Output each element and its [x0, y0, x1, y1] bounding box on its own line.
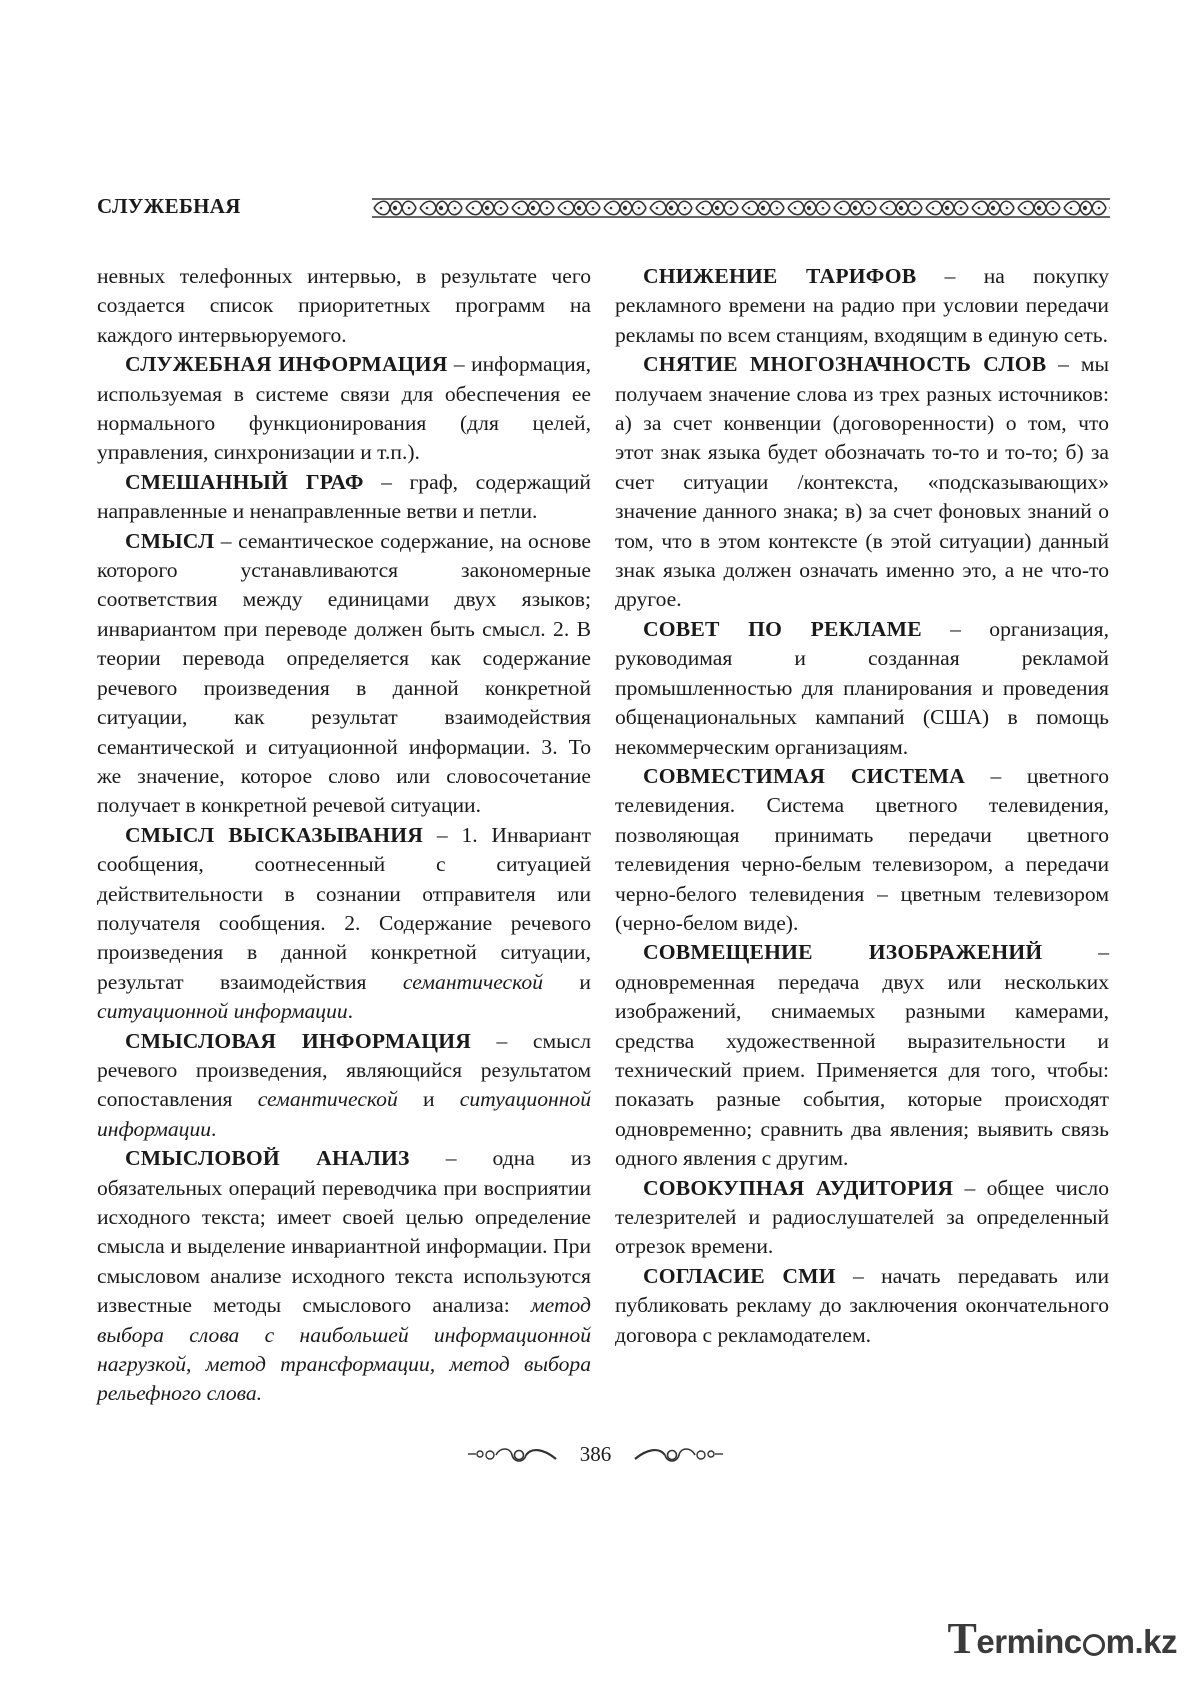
- entry-text: .: [211, 1116, 217, 1141]
- entry-text: – организация, руководимая и созданная рекламой промышленностью для планирования и проведения общенациональных кампаний (США) в помощь некоммерческим организациям.: [615, 616, 1109, 759]
- entry-text: – цветного телевидения. Система цветного телевидения, позволяющая принимать передачи цветного телевидения черно-белым телевизором, а передачи черно-белого телевидения – цветным телевизором (черно-белом виде).: [615, 763, 1109, 935]
- dictionary-entry: [97, 527, 591, 821]
- watermark-logo: Terminc m.kz: [947, 1614, 1177, 1663]
- entry-text: – граф, содержащий направленные и ненаправленные ветви и петли.: [97, 469, 591, 524]
- entry-italic-text: метод выбора слова с наибольшей информационной нагрузкой, метод трансформации, метод выбора рельефного слова.: [97, 1293, 591, 1406]
- watermark-o-icon: [1083, 1634, 1105, 1656]
- running-head: СЛУЖЕБНАЯ: [97, 194, 241, 218]
- entry-term: СОВОКУПНАЯ АУДИТОРИЯ: [643, 1175, 954, 1200]
- dictionary-entry: [97, 1027, 591, 1145]
- dictionary-entry: [97, 262, 591, 350]
- page-number: 386: [579, 1442, 612, 1466]
- entry-term: СМЫСЛ: [125, 528, 215, 553]
- dictionary-entry: [615, 262, 1109, 350]
- left-column: [97, 262, 591, 1409]
- entry-term: СМЕШАННЫЙ ГРАФ: [125, 469, 364, 494]
- entry-text: и: [397, 1087, 460, 1112]
- dictionary-entry: [615, 762, 1109, 938]
- dictionary-entry: [97, 468, 591, 527]
- entry-italic-text: ситуационной информации: [97, 1087, 592, 1141]
- entry-text: – одна из обязательных операций переводчика при восприятии исходного текста; имеет своей целью определение смысла и выделение инвариантной информации. При смысловом анализе исходного текста используются известные методы смыслового анализа:: [97, 1146, 591, 1318]
- entry-italic-text: семантической: [402, 969, 544, 994]
- dictionary-entry: [615, 938, 1109, 1173]
- footer-ornament-right-icon: [633, 1445, 725, 1465]
- entry-text: и: [543, 969, 591, 994]
- entry-term: СОВМЕЩЕНИЕ ИЗОБРАЖЕНИЙ: [643, 940, 1043, 965]
- ornament-band: [372, 197, 1110, 219]
- entry-term: СНЯТИЕ МНОГОЗНАЧНОСТЬ СЛОВ: [643, 352, 1047, 377]
- entry-term: СОВЕТ ПО РЕКЛАМЕ: [643, 616, 922, 641]
- entry-italic-text: семантической: [257, 1087, 398, 1112]
- right-column: [615, 262, 1109, 1350]
- dictionary-entry: [97, 1144, 591, 1409]
- dictionary-entry: [97, 350, 591, 468]
- entry-text: – семантическое содержание, на основе которого устанавливаются закономерные соответствия между единицами двух языков; инвариантом при переводе должен быть смысл. 2. В теории перевода определяется как содержание речевого произведения в данной конкретной ситуации, как результат взаимодействия семантической и ситуационной информации. 3. То же значение, которое слово или словосочетание получает в конкретной речевой ситуации.: [97, 528, 591, 818]
- dictionary-entry: [97, 821, 591, 1027]
- dictionary-entry: [615, 1174, 1109, 1262]
- entry-term: СМЫСЛОВАЯ ИНФОРМАЦИЯ: [125, 1028, 472, 1053]
- entry-text: невных телефонных интервью, в результате чего создается список приоритетных программ на каждого интервьюруемого.: [97, 264, 591, 347]
- entry-term: СНИЖЕНИЕ ТАРИФОВ: [643, 264, 917, 288]
- entry-term: СОГЛАСИЕ СМИ: [643, 1263, 836, 1288]
- dictionary-entry: [615, 615, 1109, 762]
- entry-text: – начать передавать или публиковать рекламу до заключения окончательного договора с рекламодателем.: [615, 1263, 1109, 1347]
- entry-term: СЛУЖЕБНАЯ ИНФОРМАЦИЯ: [125, 352, 448, 377]
- entry-text: – на покупку рекламного времени на радио при условии передачи рекламы по всем станциям, входящим в единую сеть.: [615, 264, 1109, 347]
- entry-term: СМЫСЛ ВЫСКАЗЫВАНИЯ: [125, 822, 424, 847]
- entry-term: СМЫСЛОВОЙ АНАЛИЗ: [125, 1146, 410, 1171]
- dictionary-entry: [615, 350, 1109, 615]
- entry-text: – 1. Инвариант сообщения, соотнесенный с ситуацией действительности в сознании отправителя или получателя сообщения. 2. Содержание речевого произведения в данной конкретной ситуации, результат взаимодействия: [97, 822, 591, 994]
- entry-text: – мы получаем значение слова из трех разных источников: а) за счет конвенции (договоренности) о том, что этот знак языка будет обозначать то-то и то-то; б) за счет ситуации /контекста, «подсказывающих» значение данного знака; в) за счет фоновых знаний о том, что в этом контексте (в этой ситуации) данный знак языка должен означать именно это, а не что-то другое.: [615, 352, 1109, 612]
- page-footer: [0, 1442, 1191, 1467]
- entry-italic-text: ситуационной информации: [97, 999, 348, 1024]
- footer-ornament-left-icon: [466, 1445, 558, 1465]
- dictionary-entry: [615, 1262, 1109, 1350]
- entry-text: – информация, используемая в системе связи для обеспечения ее нормального функционирования (для целей, управления, синхронизации и т.п.).: [97, 352, 591, 465]
- entry-term: СОВМЕСТИМАЯ СИСТЕМА: [643, 763, 966, 788]
- entry-text: .: [347, 999, 354, 1024]
- entry-text: – смысл речевого произведения, являющийся результатом сопоставления: [97, 1028, 591, 1112]
- entry-text: – общее число телезрителей и радиослушателей за определенный отрезок времени.: [615, 1175, 1109, 1259]
- entry-text: – одновременная передача двух или нескольких изображений, снимаемых разными камерами, средства художественной выразительности и технический прием. Применяется для того, чтобы: показать разные события, которые происходят одновременно; сравнить два явления; выявить связь одного явления с другим.: [615, 940, 1109, 1171]
